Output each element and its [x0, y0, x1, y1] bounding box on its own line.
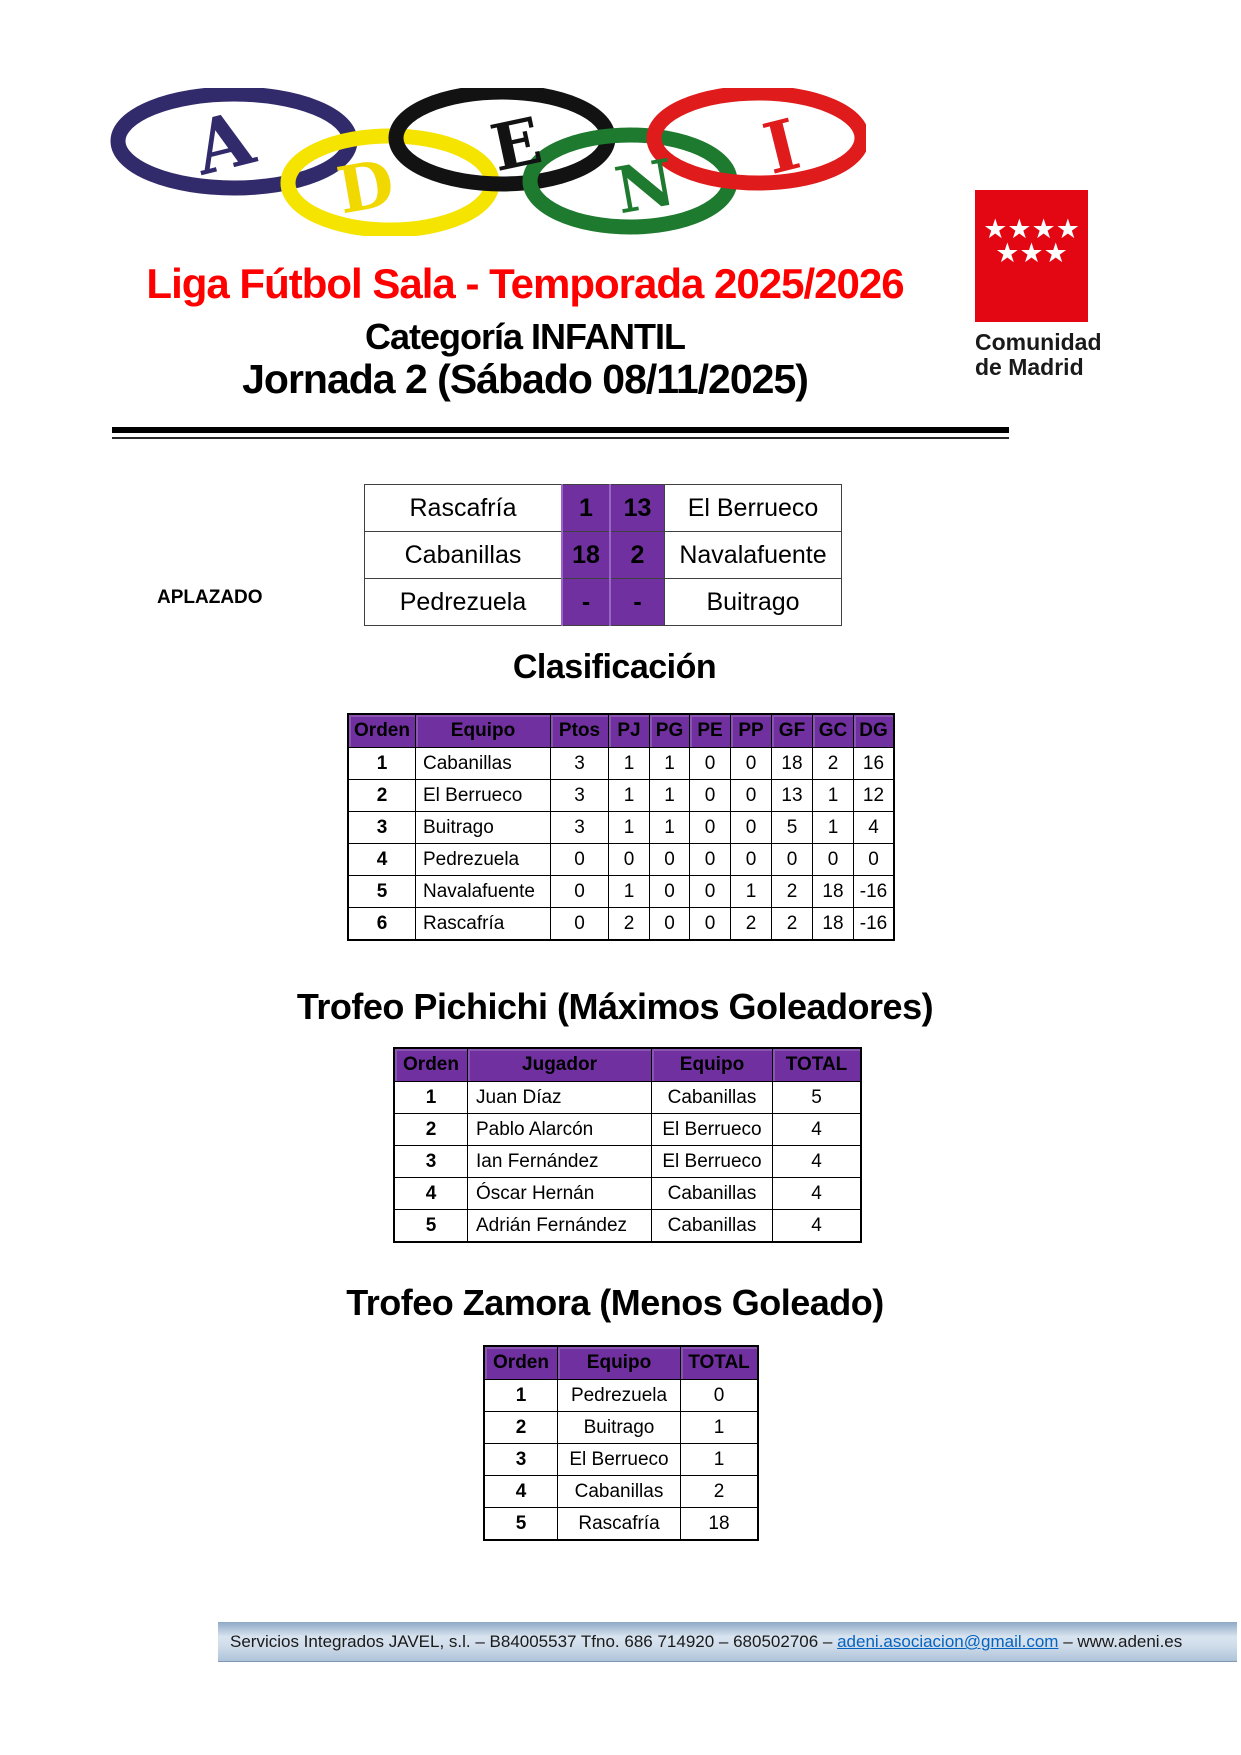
table-cell: 2 — [484, 1412, 558, 1444]
column-header: Orden — [348, 714, 416, 748]
table-cell: 0 — [772, 844, 813, 876]
table-row — [365, 579, 842, 626]
table-cell: 0 — [731, 780, 772, 812]
table-cell: 3 — [348, 812, 416, 844]
column-header: Equipo — [652, 1048, 773, 1082]
table-cell: 1 — [562, 485, 610, 532]
table-cell: 2 — [610, 532, 665, 579]
madrid-caption-line1: Comunidad — [975, 329, 1102, 355]
table-cell: 1 — [609, 748, 650, 780]
table-cell: 1 — [348, 748, 416, 780]
column-header: Equipo — [558, 1346, 681, 1380]
logo-letter-d: D — [331, 145, 400, 230]
table-cell: Buitrago — [416, 812, 551, 844]
table-cell: Cabanillas — [652, 1210, 773, 1243]
table-cell: 2 — [609, 908, 650, 941]
table-cell: 0 — [609, 844, 650, 876]
table-cell: Cabanillas — [416, 748, 551, 780]
logo-letter-n: N — [609, 145, 681, 230]
logo-letter-a: A — [185, 95, 263, 193]
table-cell: 2 — [394, 1114, 468, 1146]
table-cell: Navalafuente — [416, 876, 551, 908]
table-cell: 0 — [731, 844, 772, 876]
table-cell: 1 — [813, 812, 854, 844]
madrid-caption — [975, 330, 1125, 380]
table-cell: Rascafría — [365, 485, 563, 532]
table-cell: 18 — [813, 908, 854, 941]
table-cell: 0 — [731, 748, 772, 780]
jornada-title: Jornada 2 (Sábado 08/11/2025) — [242, 356, 808, 402]
table-cell: 5 — [484, 1508, 558, 1541]
star-icon-row: ★★★★ — [983, 214, 1080, 244]
horizontal-rule — [112, 427, 1009, 433]
table-cell: 18 — [813, 876, 854, 908]
table-cell: 0 — [650, 876, 690, 908]
table-cell: 12 — [854, 780, 895, 812]
table-cell: 2 — [772, 876, 813, 908]
table-cell: 2 — [731, 908, 772, 941]
table-row — [365, 485, 842, 532]
comunidad-madrid-logo — [975, 190, 1125, 380]
table-row — [394, 1146, 861, 1178]
column-header: Jugador — [468, 1048, 652, 1082]
table-cell: Ian Fernández — [468, 1146, 652, 1178]
table-cell: Juan Díaz — [468, 1082, 652, 1114]
footer-bar — [218, 1622, 1237, 1662]
table-cell: Óscar Hernán — [468, 1178, 652, 1210]
table-cell: 0 — [690, 780, 731, 812]
table-cell: 0 — [813, 844, 854, 876]
column-header: DG — [854, 714, 895, 748]
column-header: Orden — [394, 1048, 468, 1082]
table-cell: Pedrezuela — [365, 579, 563, 626]
table-cell: 3 — [551, 780, 609, 812]
table-cell: 1 — [609, 780, 650, 812]
table-cell: El Berrueco — [652, 1146, 773, 1178]
table-cell: 6 — [348, 908, 416, 941]
zamora-heading: Trofeo Zamora (Menos Goleado) — [346, 1282, 884, 1323]
table-cell: 4 — [484, 1476, 558, 1508]
table-cell: 0 — [551, 908, 609, 941]
clasificacion-heading: Clasificación — [512, 648, 717, 686]
page-title: Liga Fútbol Sala - Temporada 2025/2026 — [146, 260, 904, 307]
table-cell: Pablo Alarcón — [468, 1114, 652, 1146]
table-cell: 1 — [813, 780, 854, 812]
table-cell: 5 — [773, 1082, 862, 1114]
table-cell: Pedrezuela — [558, 1380, 681, 1412]
pichichi-table — [393, 1047, 862, 1243]
column-header: Orden — [484, 1346, 558, 1380]
table-cell: 2 — [348, 780, 416, 812]
column-header: PG — [650, 714, 690, 748]
table-cell: Cabanillas — [652, 1082, 773, 1114]
table-cell: 4 — [394, 1178, 468, 1210]
table-cell: 0 — [690, 748, 731, 780]
table-cell: 4 — [854, 812, 895, 844]
table-row — [484, 1508, 758, 1541]
table-cell: 5 — [772, 812, 813, 844]
table-cell: 2 — [813, 748, 854, 780]
table-row — [348, 780, 894, 812]
column-header: PJ — [609, 714, 650, 748]
table-cell: 1 — [609, 876, 650, 908]
table-cell: 0 — [731, 812, 772, 844]
adeni-logo — [110, 88, 866, 236]
table-cell: 4 — [773, 1210, 862, 1243]
table-row — [484, 1444, 758, 1476]
table-cell: 0 — [681, 1380, 759, 1412]
table-cell: 18 — [562, 532, 610, 579]
table-cell: 1 — [650, 812, 690, 844]
table-cell: 5 — [348, 876, 416, 908]
table-cell: 4 — [773, 1114, 862, 1146]
table-row — [348, 844, 894, 876]
star-icon-row: ★★★ — [995, 238, 1068, 268]
aplazado-label: APLAZADO — [157, 587, 263, 608]
table-cell: 3 — [394, 1146, 468, 1178]
table-row — [394, 1082, 861, 1114]
table-cell: - — [562, 579, 610, 626]
table-cell: 0 — [690, 876, 731, 908]
table-cell: 1 — [650, 748, 690, 780]
footer-text-before: Servicios Integrados JAVEL, s.l. – B84005537 Tfno. 686 714920 – 680502706 – — [230, 1632, 838, 1651]
table-cell: - — [610, 579, 665, 626]
column-header: TOTAL — [773, 1048, 862, 1082]
column-header: GC — [813, 714, 854, 748]
madrid-flag — [975, 190, 1088, 322]
table-row — [394, 1114, 861, 1146]
table-cell: Cabanillas — [652, 1178, 773, 1210]
table-cell: 2 — [681, 1476, 759, 1508]
zamora-table — [483, 1345, 759, 1541]
table-cell: El Berrueco — [416, 780, 551, 812]
table-row — [484, 1476, 758, 1508]
clasificacion-table — [347, 713, 895, 941]
column-header: PP — [731, 714, 772, 748]
table-cell: 18 — [772, 748, 813, 780]
table-cell: 16 — [854, 748, 895, 780]
category-title: Categoría INFANTIL — [364, 316, 686, 357]
table-cell: 1 — [484, 1380, 558, 1412]
table-row — [348, 812, 894, 844]
horizontal-rule-thin — [112, 437, 1009, 439]
table-cell: 0 — [650, 844, 690, 876]
table-cell: Rascafría — [416, 908, 551, 941]
column-header: TOTAL — [681, 1346, 759, 1380]
table-row — [394, 1178, 861, 1210]
table-cell: El Berrueco — [665, 485, 842, 532]
table-row — [394, 1210, 861, 1243]
table-cell: 1 — [394, 1082, 468, 1114]
table-cell: 1 — [609, 812, 650, 844]
table-cell: Buitrago — [665, 579, 842, 626]
table-row — [484, 1380, 758, 1412]
table-cell: El Berrueco — [652, 1114, 773, 1146]
table-cell: 13 — [772, 780, 813, 812]
footer-text-after: – www.adeni.es — [1058, 1632, 1183, 1651]
table-cell: -16 — [854, 908, 895, 941]
table-cell: 4 — [348, 844, 416, 876]
table-cell: 18 — [681, 1508, 759, 1541]
table-cell: 13 — [610, 485, 665, 532]
table-cell: 5 — [394, 1210, 468, 1243]
table-cell: 1 — [650, 780, 690, 812]
table-row — [348, 908, 894, 941]
logo-letter-e: E — [484, 103, 549, 187]
table-cell: -16 — [854, 876, 895, 908]
table-cell: 1 — [731, 876, 772, 908]
table-cell: Rascafría — [558, 1508, 681, 1541]
table-row — [365, 532, 842, 579]
footer-email-link[interactable]: adeni.asociacion@gmail.com — [837, 1632, 1059, 1651]
table-cell: El Berrueco — [558, 1444, 681, 1476]
table-row — [348, 748, 894, 780]
table-cell: 0 — [690, 844, 731, 876]
table-row — [484, 1412, 758, 1444]
table-cell: 3 — [484, 1444, 558, 1476]
madrid-caption-line2: de Madrid — [975, 354, 1084, 380]
table-cell: 1 — [681, 1444, 759, 1476]
table-cell: Cabanillas — [365, 532, 563, 579]
table-cell: 3 — [551, 748, 609, 780]
results-table — [364, 484, 842, 626]
pichichi-heading: Trofeo Pichichi (Máximos Goleadores) — [296, 986, 934, 1027]
column-header: PE — [690, 714, 731, 748]
table-cell: 0 — [650, 908, 690, 941]
table-cell: 1 — [681, 1412, 759, 1444]
table-cell: 0 — [551, 876, 609, 908]
column-header: Equipo — [416, 714, 551, 748]
table-cell: 0 — [690, 812, 731, 844]
table-cell: 4 — [773, 1178, 862, 1210]
table-cell: Cabanillas — [558, 1476, 681, 1508]
column-header: Ptos — [551, 714, 609, 748]
table-cell: 3 — [551, 812, 609, 844]
table-cell: Adrián Fernández — [468, 1210, 652, 1243]
table-cell: 0 — [690, 908, 731, 941]
table-cell: 0 — [854, 844, 895, 876]
table-cell: Pedrezuela — [416, 844, 551, 876]
table-cell: 2 — [772, 908, 813, 941]
table-row — [348, 876, 894, 908]
table-cell: Buitrago — [558, 1412, 681, 1444]
table-cell: 4 — [773, 1146, 862, 1178]
table-cell: Navalafuente — [665, 532, 842, 579]
table-cell: 0 — [551, 844, 609, 876]
column-header: GF — [772, 714, 813, 748]
logo-letter-i: I — [755, 102, 808, 191]
